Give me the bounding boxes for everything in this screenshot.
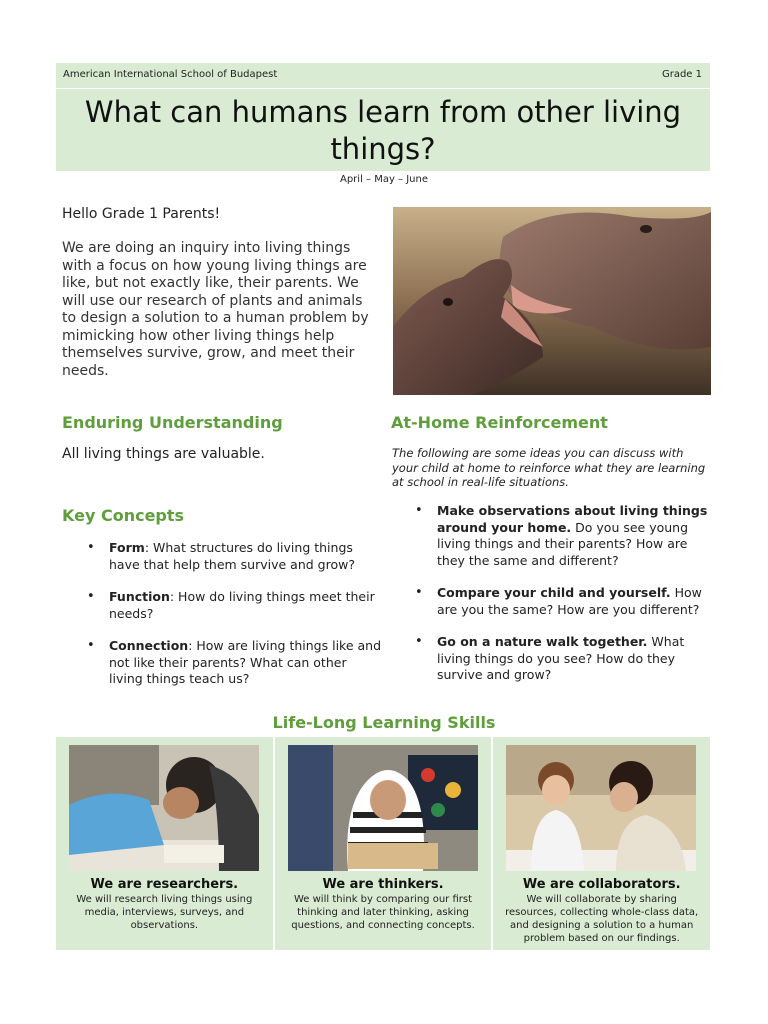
- grade-label: Grade 1: [661, 69, 702, 80]
- skill-description: We will collaborate by sharing resources, collecting whole-class data, and designing a solution to a human problem based on our findings.: [505, 894, 699, 944]
- idea-lead: Make observations about living things around your home.: [437, 503, 708, 535]
- skills-heading: Life-Long Learning Skills: [272, 713, 496, 732]
- at-home-intro: The following are some ideas you can discuss with your child at home to reinforce what they are learning at school in real-life situations.: [392, 446, 706, 489]
- hippo-photo: [393, 207, 711, 395]
- school-name: American International School of Budapest: [63, 69, 278, 80]
- header-band: [56, 63, 710, 171]
- key-concepts-list: [62, 540, 382, 704]
- concept-term: Function: [109, 589, 170, 604]
- list-item: [392, 634, 712, 684]
- concept-text: : What structures do living things have that help them survive and grow?: [109, 540, 355, 572]
- skill-description: We will research living things using media, interviews, surveys, and observations.: [76, 894, 253, 931]
- at-home-list: [392, 503, 712, 700]
- list-item: [62, 638, 382, 688]
- at-home-heading: At-Home Reinforcement: [391, 413, 608, 432]
- list-item: [62, 589, 382, 622]
- skill-description: We will think by comparing our first thinking and later thinking, asking questions, and connecting concepts.: [291, 894, 475, 931]
- skill-heading: We are thinkers.: [322, 877, 444, 892]
- thinker-photo: [288, 745, 478, 871]
- idea-lead: Compare your child and yourself.: [437, 585, 671, 600]
- hippo-image: [393, 207, 711, 395]
- list-item: [392, 585, 712, 618]
- concept-term: Form: [109, 540, 145, 555]
- list-item: [392, 503, 712, 569]
- researcher-photo: [69, 745, 259, 871]
- concept-text: : How are living things like and not like their parents? What can other living things teach us?: [109, 638, 382, 686]
- skill-card-thinkers: [275, 737, 494, 950]
- idea-text: How are you the same? How are you different?: [437, 585, 702, 617]
- list-item: [62, 540, 382, 573]
- concept-term: Connection: [109, 638, 189, 653]
- collaborator-photo: [506, 745, 696, 871]
- page-title: What can humans learn from other living things?: [84, 95, 682, 166]
- skill-heading: We are collaborators.: [522, 877, 681, 892]
- collaborator-image: [506, 745, 696, 871]
- enduring-understanding-heading: Enduring Understanding: [62, 413, 283, 432]
- skills-panel: [56, 737, 710, 950]
- header-divider: [56, 88, 710, 89]
- key-concepts-heading: Key Concepts: [62, 506, 185, 525]
- thinker-image: [288, 745, 478, 871]
- enduring-understanding-text: All living things are valuable.: [62, 446, 265, 462]
- intro-paragraph: We are doing an inquiry into living things with a focus on how young living things are like, but not exactly like, their parents. We will use our research of plants and animals to design a solution to a human problem by mimicking how other living things help themselves survive, grow, and meet their needs.: [62, 240, 369, 379]
- skill-card-collaborators: [493, 737, 710, 950]
- greeting: Hello Grade 1 Parents!: [62, 206, 221, 222]
- researcher-image: [69, 745, 259, 871]
- skill-heading: We are researchers.: [90, 877, 239, 892]
- skill-card-researchers: [56, 737, 275, 950]
- idea-text: What living things do you see? How do they survive and grow?: [437, 634, 685, 682]
- idea-text: Do you see young living things and their parents? How are they the same and different?: [437, 519, 689, 568]
- concept-text: : How do living things meet their needs?: [109, 589, 375, 621]
- idea-lead: Go on a nature walk together.: [437, 634, 648, 649]
- date-range: April – May – June: [339, 174, 429, 185]
